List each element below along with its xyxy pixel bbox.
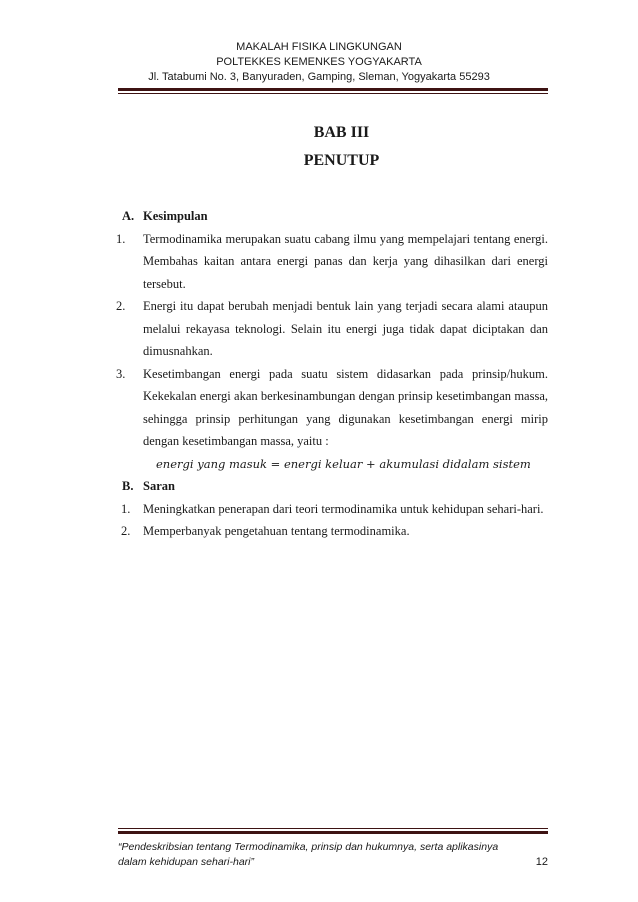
section-title: Saran — [143, 479, 175, 493]
item-number: 1. — [121, 501, 131, 516]
list-item — [116, 498, 548, 521]
footer-note: “Pendeskribsian tentang Termodinamika, prinsip dan hukumnya, serta aplikasinya dalam kehidupan sehari-hari” — [118, 841, 499, 868]
section-saran-heading — [116, 475, 548, 498]
footer-divider-thick — [118, 831, 548, 834]
section-label: A. — [122, 209, 135, 223]
item-text: Memperbanyak pengetahuan tentang termodinamika. — [143, 524, 410, 538]
item-number: 2. — [116, 299, 126, 313]
page-footer — [118, 840, 548, 870]
section-label: B. — [122, 479, 134, 493]
header-institution: POLTEKKES KEMENKES YOGYAKARTA — [216, 56, 422, 68]
page-body — [116, 205, 548, 543]
item-text: Energi itu dapat berubah menjadi bentuk lain yang terjadi secara alami ataupun melalui rekayasa teknologi. Selain itu energi juga tidak dapat diciptakan dan dimusnahkan. — [143, 299, 548, 358]
header-title: MAKALAH FISIKA LINGKUNGAN — [236, 41, 402, 53]
chapter-number: BAB III — [313, 124, 370, 141]
chapter-title: PENUTUP — [303, 152, 380, 169]
footer-divider-thin — [118, 828, 548, 829]
saran-list — [116, 498, 548, 543]
header-divider-thick — [118, 88, 548, 91]
section-title: Kesimpulan — [143, 209, 208, 223]
header-address: Jl. Tatabumi No. 3, Banyuraden, Gamping, Sleman, Yogyakarta 55293 — [148, 71, 490, 83]
item-text: Meningkatkan penerapan dari teori termodinamika untuk kehidupan sehari-hari. — [143, 501, 544, 516]
list-item — [116, 363, 548, 453]
item-number: 2. — [121, 524, 131, 538]
item-number: 1. — [116, 231, 126, 246]
page-header — [0, 40, 638, 85]
header-divider-thin — [118, 93, 548, 94]
energy-balance-formula: energi yang masuk = energi keluar + akumulasi didalam sistem — [156, 456, 531, 471]
page-number: 12 — [535, 856, 548, 868]
section-kesimpulan-heading — [116, 205, 548, 228]
item-text: Termodinamika merupakan suatu cabang ilmu yang mempelajari tentang energi. Membahas kaitan antara energi panas dan kerja yang dihasilkan dari energi tersebut. — [143, 231, 548, 291]
list-item — [116, 295, 548, 363]
list-item — [116, 228, 548, 296]
kesimpulan-list — [116, 228, 548, 453]
item-number: 3. — [116, 366, 126, 381]
list-item — [116, 520, 548, 543]
item-text: Kesetimbangan energi pada suatu sistem didasarkan pada prinsip/hukum. Kekekalan energi akan berkesinambungan dengan prinsip kesetimbangan massa, sehingga prinsip perhitungan yang digunakan kesetimbangan energi mirip dengan kesetimbangan massa, yaitu : — [143, 366, 548, 448]
